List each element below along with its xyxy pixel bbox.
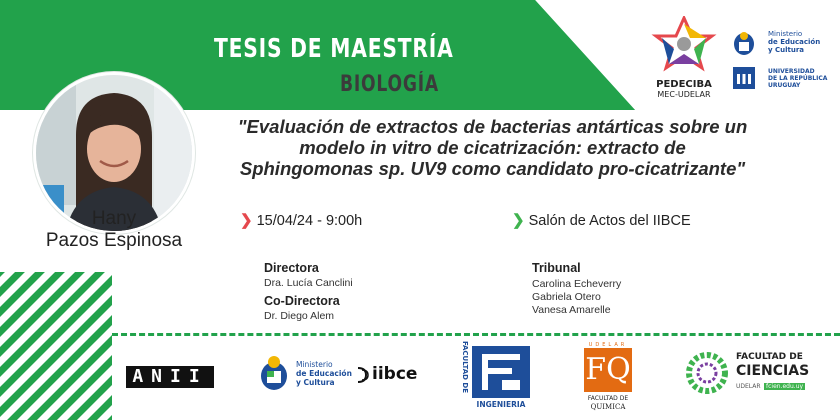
pedeciba-logo [648, 16, 720, 99]
event-title: TESIS DE MAESTRÍA [214, 34, 454, 64]
fing-side-text: FACULTAD DE [461, 341, 469, 394]
udelar-logo [732, 66, 832, 92]
anii-logo [126, 366, 214, 388]
fq-mark: FQ [585, 352, 631, 387]
presenter-last-name: Pazos Espinosa [45, 230, 183, 251]
ingenieria-mark-icon [472, 346, 530, 398]
chevron-right-icon: ❯ [240, 212, 253, 229]
facultad-ingenieria-logo [458, 342, 536, 412]
decorative-stripes [0, 272, 112, 420]
codirectora-label: Co-Directora [264, 294, 340, 308]
pedeciba-star-icon [648, 16, 720, 74]
fq-mark-box [584, 348, 632, 392]
thesis-title [200, 116, 785, 179]
fq-top-text: UDELAR [588, 342, 628, 348]
mec-bottom-line3: y Cultura [296, 378, 335, 387]
event-subtitle: BIOLOGÍA [340, 72, 439, 97]
iibce-logo [356, 364, 416, 390]
fc-udelar: UDELAR [736, 383, 761, 390]
anii-text: ANII [132, 366, 208, 387]
facultad-quimica-logo [582, 342, 634, 418]
pedeciba-subname: MEC-UDELAR [657, 90, 711, 99]
tribunal-label: Tribunal [532, 261, 581, 275]
directors-block [264, 261, 353, 323]
fq-line1: FACULTAD DE [587, 395, 629, 402]
mec-top-line1: Ministerio [768, 30, 803, 38]
event-date-row [240, 211, 362, 229]
coat-of-arms-icon [732, 30, 756, 56]
iibce-mark-icon [356, 366, 370, 384]
mec-logo-top [732, 30, 832, 58]
mec-bottom-line1: Ministerio [296, 360, 333, 369]
fc-line1: FACULTAD DE [736, 352, 803, 362]
directora-label: Directora [264, 261, 319, 275]
pedeciba-name: PEDECIBA [656, 79, 712, 90]
event-location-row [512, 211, 691, 229]
udelar-line2: DE LA REPÚBLICA [768, 75, 828, 82]
mec-top-line3: y Cultura [768, 46, 805, 54]
udelar-line1: UNIVERSIDAD [768, 68, 815, 75]
fc-web: fcien.edu.uy [766, 383, 804, 390]
event-datetime: 15/04/24 - 9:00h [256, 213, 363, 229]
iibce-name: iibce [372, 364, 418, 384]
codirectora-name: Dr. Diego Alem [264, 310, 335, 322]
tribunal-member: Carolina Echeverry [532, 278, 622, 290]
presenter-first-name: Hany [91, 208, 137, 229]
presenter-name [28, 208, 200, 252]
tribunal-block [532, 261, 621, 317]
coat-of-arms-icon [258, 354, 290, 392]
fc-line2: CIENCIAS [736, 363, 810, 379]
tribunal-member: Gabriela Otero [532, 291, 601, 303]
mec-top-line2: de Educación [768, 38, 821, 46]
event-location: Salón de Actos del IIBCE [528, 213, 691, 229]
udelar-line3: URUGUAY [768, 82, 801, 89]
footer-divider [112, 333, 840, 336]
directora-name: Dra. Lucía Canclini [264, 277, 353, 289]
tribunal-member: Vanesa Amarelle [532, 304, 611, 316]
thesis-title-line2: modelo in vitro de cicatrización: extracto de [299, 137, 686, 158]
thesis-title-line3: Sphingomonas sp. UV9 como candidato pro-cicatrizante" [239, 158, 746, 179]
chevron-right-icon: ❯ [512, 212, 525, 229]
udelar-building-icon [732, 66, 756, 90]
mec-logo-bottom [258, 354, 358, 394]
mec-bottom-line2: de Educación [296, 369, 352, 378]
facultad-ciencias-logo [684, 350, 814, 406]
fing-bottom-text: INGENIERIA [476, 400, 526, 409]
fq-line2: QUIMICA [590, 403, 626, 411]
thesis-title-line1: "Evaluación de extractos de bacterias antárticas sobre un [237, 116, 748, 137]
ciencias-ring-icon [684, 350, 730, 396]
